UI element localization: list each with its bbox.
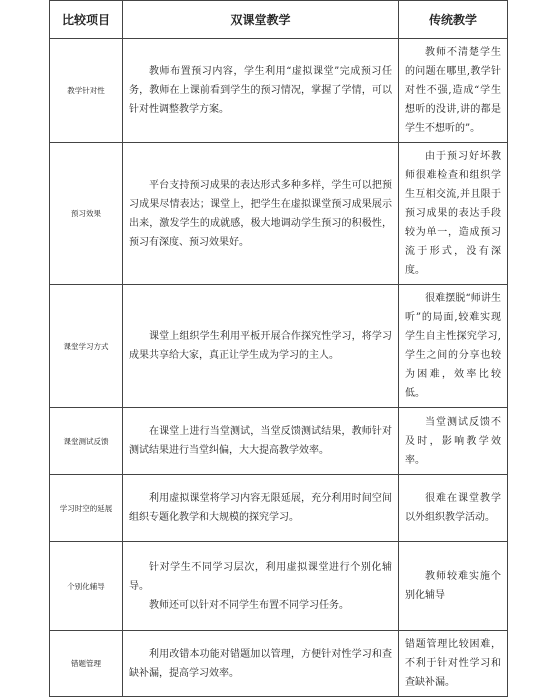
row-item-label: 课堂测试反馈 — [50, 408, 123, 475]
dual-text: 利用虚拟课堂将学习内容无限延展，充分利用时间空间组织专题化教学和大规模的探究学习。 — [129, 493, 392, 523]
row-item-label: 个别化辅导 — [50, 542, 123, 631]
header-item: 比较项目 — [50, 1, 123, 39]
comparison-table — [49, 0, 508, 697]
traditional-text: 很难摆脱“师讲生听”的局面,较难实现学生自主性探究学习,学生之间的分享也较为困难，效率比较低。 — [405, 293, 501, 399]
table-row — [50, 475, 508, 542]
traditional-text: 错题管理比较困难，不利于针对性学习和查缺补漏。 — [405, 639, 501, 688]
table-row — [50, 408, 508, 475]
traditional-text: 当堂测试反馈不及时，影响教学效率。 — [405, 416, 501, 466]
traditional-cell — [399, 631, 508, 697]
dual-text: 在课堂上进行当堂测试，当堂反馈测试结果，教师针对测试结果进行当堂纠偏，大大提高教学效率。 — [129, 426, 392, 456]
dual-text: 利用改错本功能对错题加以管理，方便针对性学习和查缺补漏，提高学习效率。 — [129, 648, 392, 679]
header-traditional: 传统教学 — [399, 1, 508, 39]
traditional-text: 很难在课堂教学以外组织教学活动。 — [405, 493, 501, 523]
table-row — [50, 143, 508, 285]
header-row — [50, 1, 508, 39]
dual-cell — [123, 285, 399, 408]
dual-cell — [123, 143, 399, 285]
dual-text: 针对学生不同学习层次，利用虚拟课堂进行个别化辅导。 — [129, 561, 392, 592]
dual-text: 平台支持预习成果的表达形式多种多样，学生可以把预习成果尽情表达；课堂上，把学生在虚拟课堂预习成果展示出来，激发学生的成就感，极大地调动学生预习的积极性，预习有深度、预习效果好。 — [129, 179, 392, 248]
dual-text: 教师布置预习内容，学生利用“虚拟课堂”完成预习任务，教师在上课前看到学生的预习情况，掌握了学情，可以针对性调整教学方案。 — [129, 66, 392, 115]
dual-cell — [123, 542, 399, 631]
dual-text: 教师还可以针对不同学生布置不同学习任务。 — [149, 599, 349, 611]
traditional-cell — [399, 542, 508, 631]
dual-text: 课堂上组织学生利用平板开展合作探究性学习，将学习成果共享给大家，真正让学生成为学习的主人。 — [129, 331, 392, 361]
traditional-cell — [399, 408, 508, 475]
row-item-label: 教学针对性 — [50, 39, 123, 143]
traditional-cell — [399, 143, 508, 285]
header-dual: 双课堂教学 — [123, 1, 399, 39]
table-row — [50, 39, 508, 143]
traditional-text: 教师较难实施个别化辅导 — [405, 571, 501, 601]
traditional-cell — [399, 475, 508, 542]
dual-cell — [123, 631, 399, 697]
dual-cell — [123, 39, 399, 143]
row-item-label: 学习时空的延展 — [50, 475, 123, 542]
dual-cell — [123, 475, 399, 542]
dual-cell — [123, 408, 399, 475]
row-item-label: 预习效果 — [50, 143, 123, 285]
row-item-label: 课堂学习方式 — [50, 285, 123, 408]
row-item-label: 错题管理 — [50, 631, 123, 697]
table-row — [50, 285, 508, 408]
traditional-cell — [399, 39, 508, 143]
table-row — [50, 631, 508, 697]
traditional-cell — [399, 285, 508, 408]
traditional-text: 由于预习好坏教师很难检查和组织学生互相交流,并且限于预习成果的表达手段较为单一，造成预习流于形式，没有深度。 — [405, 151, 501, 276]
traditional-text: 教师不清楚学生的问题在哪里,教学针对性不强,造成“学生想听的没讲,讲的都是学生不想听的”。 — [405, 47, 501, 134]
table-row — [50, 542, 508, 631]
